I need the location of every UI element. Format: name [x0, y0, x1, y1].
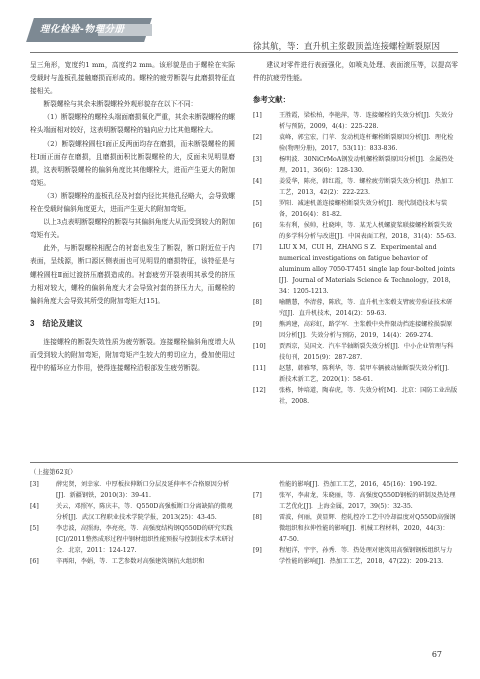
reference-text: 贾西京，吴国文．汽车半轴断裂失效分析[J]．中小企业管理与科技旬刊，2015(9)：287-287.: [279, 343, 454, 362]
body-paragraph: （3）断裂螺栓的盖板孔径及衬套内径比其他孔径略大，会导致螺栓在受载时偏斜角度更大，进而产生更大的附加弯矩。: [30, 191, 235, 214]
reference-item: [253, 545, 458, 567]
reference-number: [1]: [253, 112, 262, 120]
reference-text: 袁峰，郭宝宏，门苹．发动机连杆螺栓断裂原因分析[J]．理化检验(物理分册)，2017，53(11)：833-836.: [279, 134, 454, 153]
reference-text: 雷波，何丽，黄显辉．控轧控冷工艺中冷却温度对Q550D高强钢微组织和拉伸性能的影响[J]．机械工程材料，2020，44(3)：47-50.: [279, 514, 456, 543]
continuation-right-refs: [253, 479, 458, 567]
reference-number: [5]: [30, 525, 39, 532]
reference-item: [253, 385, 458, 407]
body-paragraph: 以上3点表明断裂螺栓的断裂与其偏斜角度大从而受到较大的附加弯矩有关。: [30, 218, 235, 240]
reference-text: 关云，邓照军，陈庆丰，等．Q550D高强板断口分离缺陷的微观分析[J]．武汉工程职业技术学院学报，2013(25)：43-45.: [56, 503, 233, 521]
reference-text: 喻鹏慧，李清蓉，陈欣，等．直升机主浆毂支臂疲劳验证技术研究[J]．直升机技术，2014(2)：59-63.: [279, 299, 453, 318]
reference-text: 张栋，钟培道，陶春虎，等．失效分析[M]．北京：国防工业出版社，2008.: [279, 387, 458, 406]
section-heading: 3 结论及建议: [30, 318, 83, 328]
continuation-label: （上接第62页）: [30, 468, 77, 476]
running-title: 徐其航，等：直升机主浆毂顶盖连接螺栓断裂原因: [252, 42, 440, 52]
reference-number: [8]: [253, 514, 262, 521]
reference-text: 张军，李肃龙，朱晓丽，等．高强度Q550D钢板的研制及热处理工艺优化[J]．上海金属，2017，39(5)：32-35.: [279, 492, 456, 510]
reference-item: [253, 479, 458, 490]
reference-text: 杨明波．30NiCrMoA钢发动机螺栓断裂原因分析[J]．金属热处理，2011，36(6)：128-130.: [279, 156, 454, 175]
reference-text: 罗阳．减速机盖连接螺栓断裂失效分析[J]．现代制造技术与装备，2016(4)：81-82.: [279, 200, 448, 219]
body-paragraph: 呈三角形，宽度约1 mm，高度约2 mm。该形貌是由于螺栓在实际受载时与盖板孔接触磨损而形成的。螺栓的疲劳断裂与此磨损特征直接相关。: [30, 61, 235, 96]
reference-item: [253, 110, 458, 132]
reference-item: [253, 512, 458, 545]
right-column: [253, 59, 458, 407]
body-paragraph: 建议对零件进行表面强化，如喷丸处理、表面滚压等，以提高零件的抗疲劳性能。: [253, 61, 458, 83]
reference-number: [6]: [30, 558, 39, 565]
reference-text: 李忠波，高照海，李亮亮，等．高强度结构钢Q550D的研究实践[C]//2011整然成形过程中钢材组织性能预报与控制技术学术研讨会．北京，2011：124-127.: [56, 525, 234, 554]
reference-number: [10]: [253, 343, 266, 351]
reference-item: [30, 556, 235, 567]
reference-text: 姜爱华，陈亮，韩红霞，等．螺栓疲劳断裂失效分析[J]．热加工工艺，2013，42(2)：222-223.: [279, 178, 454, 197]
reference-text: 熊鸿建，高彩虹，路学军．主浆毂中央件限动挡连接螺栓损裂原因分析[J]．失效分析与预防，2019，14(4)：269-274.: [279, 321, 453, 340]
left-column: [30, 59, 235, 375]
body-paragraph: 此外，与断裂螺栓相配合的衬套也发生了断裂，断口附近位于内表面，呈线源，断口源区侧表面也可见明显的磨损特征，该特征是与螺栓圆柱Ⅱ面过渡挤压磨损造成的。衬套疲劳开裂表明其承受的挤压力相对较大，螺栓的偏斜角度大才会导致衬套的挤压力大，而螺栓的偏斜角度大会导致其所受的附加弯矩大[15]。: [30, 244, 235, 305]
reference-text: 薛宪贤，刘幸家．中厚板拉伸断口分层及延伸率不合格原因分析[J]．新疆钢铁，2010(3)：39-41.: [56, 481, 230, 499]
reference-number: [6]: [253, 222, 262, 230]
reference-number: [9]: [253, 321, 262, 329]
continuation-left-refs: [30, 479, 235, 567]
reference-text: 朱有利，侯帅，杜晓坤，等．某无人机螺旋桨联接螺栓断裂失效的多学科分析与改进[J]．中国表面工程，2018，31(4)：55-63.: [279, 222, 457, 241]
journal-header: [0, 0, 480, 52]
reference-text: 性能的影响[J]．热加工工艺，2016，45(16)：190-192.: [279, 481, 437, 488]
reference-number: [2]: [253, 134, 262, 142]
reference-number: [3]: [30, 481, 39, 488]
reference-item: [253, 176, 458, 198]
reference-text: 程旭洋，宇宇，孙秀．等．热处理对建筑用高强钢钢板组织与力学性能的影响[J]．热加工工艺，2018，47(22)：209-213.: [279, 547, 453, 565]
continuation-rule: [30, 462, 458, 463]
conclusion-paragraph: 连接螺栓的断裂失效性质为疲劳断裂。连接螺栓偏斜角度增大从而受到较大的附加弯矩，附加弯矩产生较大的剪切应力，叠加使用过程中的循环应力作用，使得连接螺栓沿根部发生疲劳断裂。: [30, 337, 235, 373]
journal-section-label: 理化检验-物理分册: [40, 24, 125, 35]
reference-text: LIU X M，CUI H，ZHANG S Z．Experimental and numerical investigations on fatigue behavior of aluminum alloy 7050-T7451 single lap four-bolted joints [J]．Journal of Materials Science & Technology，2018，34：1205-1213.: [279, 244, 455, 296]
reference-number: [9]: [253, 547, 262, 554]
reference-item: [253, 319, 458, 341]
reference-item: [253, 363, 458, 385]
reference-text: 赵慧，韩雅琴，陈利华，等．装甲车辆被动轴断裂失效分析[J]．新技术新工艺，2020(1)：58-61.: [279, 365, 454, 384]
reference-number: [7]: [253, 244, 262, 252]
references-title: 参考文献：: [253, 95, 290, 105]
reference-number: [3]: [253, 156, 262, 164]
reference-number: [8]: [253, 299, 262, 307]
header-rule: [30, 52, 458, 53]
reference-item: [253, 198, 458, 220]
reference-item: [253, 132, 458, 154]
body-paragraph: （1）断裂螺栓的螺栓头端面磨损氧化严重，其余未断裂螺栓的螺栓头端面相对较好，这表明断裂螺栓的轴向应力比其他螺栓大。: [30, 113, 235, 135]
reference-number: [4]: [253, 178, 262, 186]
reference-item: [30, 501, 235, 523]
body-paragraph: （2）断裂螺栓圆柱Ⅰ面正反两面均存在磨损，而未断裂螺栓的圆柱Ⅰ面正面存在磨损，且磨损面积比断裂螺栓的大，反面未见明显磨损，这表明断裂螺栓的偏斜角度比其他螺栓大，进而产生更大的附加弯矩。: [30, 139, 235, 187]
reference-number: [12]: [253, 387, 266, 395]
reference-number: [11]: [253, 365, 266, 373]
reference-item: [253, 297, 458, 319]
reference-item: [253, 220, 458, 242]
reference-number: [5]: [253, 200, 262, 208]
reference-number: [4]: [30, 503, 39, 510]
reference-number: [7]: [253, 492, 262, 499]
reference-item: [253, 242, 458, 297]
reference-item: [253, 341, 458, 363]
body-paragraph: 断裂螺栓与其余未断裂螺栓外观形貌存在以下不同：: [43, 100, 198, 109]
reference-item: [253, 490, 458, 512]
page-number: 67: [431, 650, 442, 659]
reference-text: 辛再阳，李娟，等．工艺参数对高强建筑钢抗火组织和: [56, 558, 205, 565]
reference-item: [30, 479, 235, 501]
reference-item: [30, 523, 235, 556]
reference-item: [253, 154, 458, 176]
reference-text: 王胜霞，梁松柏，李艳萍，等．连接螺栓的失效分析[J]．失效分析与预防，2009，4(4)：225-228.: [279, 112, 454, 131]
